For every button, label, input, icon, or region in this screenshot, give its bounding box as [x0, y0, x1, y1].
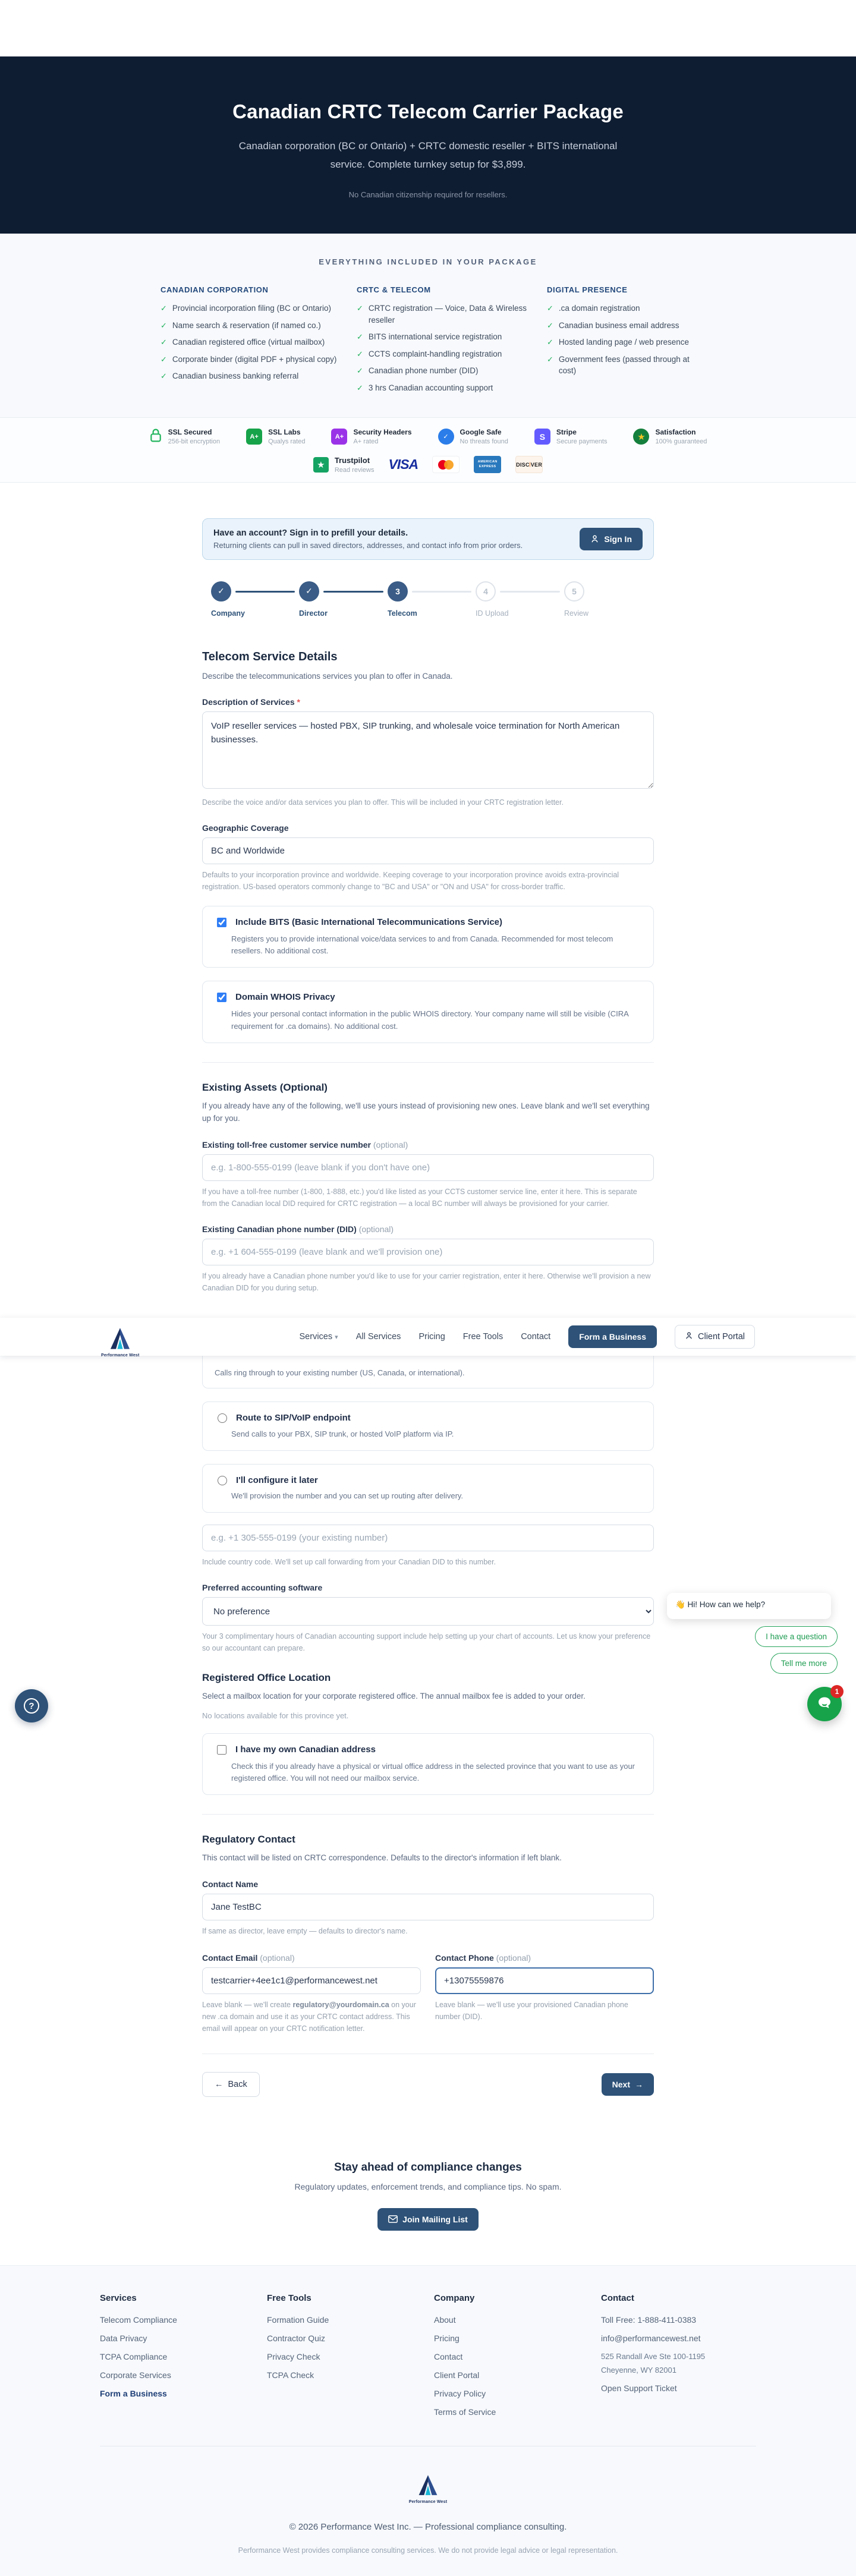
footer-link[interactable]: Corporate Services	[100, 2370, 171, 2380]
signin-title: Have an account? Sign in to prefill your details.	[213, 528, 408, 538]
next-button[interactable]: Next →	[602, 2073, 654, 2096]
included-column-telecom	[357, 285, 535, 399]
included-column-digital	[547, 285, 696, 399]
did-input[interactable]	[202, 1239, 654, 1265]
check-icon: ✓	[357, 349, 363, 358]
contact-name-help: If same as director, leave empty — defaults to director's name.	[202, 1926, 408, 1935]
visa-logo: VISA	[388, 456, 418, 473]
coverage-input[interactable]	[202, 837, 654, 864]
step-company-circle[interactable]: ✓	[211, 581, 231, 602]
signin-subtitle: Returning clients can pull in saved directors, addresses, and contact info from prior orders.	[213, 540, 523, 550]
step-label-idupload: ID Upload	[476, 609, 509, 618]
performance-west-logo-icon	[106, 1328, 134, 1353]
whois-checkbox[interactable]	[217, 993, 226, 1002]
section-heading-regulatory: Regulatory Contact	[202, 1834, 295, 1846]
footer-address-line2: Cheyenne, WY 82001	[601, 2365, 676, 2375]
site-footer	[0, 2265, 856, 2576]
tollfree-help: If you have a toll-free number (1-800, 1-888, etc.) you'd like listed as your CCTS customer service line, enter it here. This is separate from the Canadian local DID required for CRTC registration — a local BC number will always be provisioned for your carrier.	[202, 1187, 637, 1208]
bits-description: Registers you to provide international voice/data services to and from Canada. Recommended for most telecom resellers. No additional cost.	[231, 934, 613, 956]
accounting-select[interactable]	[202, 1597, 654, 1626]
step-label-telecom: Telecom	[388, 609, 417, 618]
divider	[202, 1062, 654, 1063]
footer-link[interactable]: Terms of Service	[434, 2407, 496, 2417]
star-icon: ★	[633, 429, 649, 445]
whois-description: Hides your personal contact information in the public WHOIS directory. Your company name will still be visible (CIRA requirement for .ca domains). No additional cost.	[231, 1009, 629, 1031]
list-item: ✓ Canadian business email address	[547, 320, 696, 332]
bits-label: Include BITS (Basic International Telecommunications Service)	[235, 917, 503, 928]
footer-link-form-a-business[interactable]: Form a Business	[100, 2388, 167, 2398]
footer-link[interactable]: Contractor Quiz	[267, 2333, 326, 2343]
step-connector	[323, 591, 383, 593]
list-item: ✓ Canadian business banking referral	[160, 370, 345, 382]
footer-copyright: © 2026 Performance West Inc. — Professional compliance consulting.	[289, 2521, 567, 2532]
step-connector	[235, 591, 295, 593]
arrow-left-icon: ←	[215, 2079, 224, 2089]
trustpilot-badge[interactable]: ★ Trustpilot Read reviews	[313, 456, 374, 474]
step-telecom-circle: 3	[388, 581, 408, 602]
configure-later-option-card	[202, 1464, 654, 1513]
site-navbar	[0, 1318, 856, 1356]
section-heading-office: Registered Office Location	[202, 1672, 331, 1684]
check-icon: ✓	[547, 338, 553, 347]
chevron-down-icon: ▾	[335, 1333, 338, 1341]
list-item: ✓ Canadian phone number (DID)	[357, 365, 535, 377]
amex-logo: AMERICAN EXPRESS	[474, 456, 501, 473]
check-icon: ✓	[547, 354, 553, 364]
included-column-corporation	[160, 285, 345, 399]
configure-later-radio[interactable]	[218, 1476, 227, 1485]
list-item: ✓ CRTC registration — Voice, Data & Wireless reseller	[357, 303, 535, 326]
contact-name-input[interactable]	[202, 1894, 654, 1920]
step-label-company: Company	[211, 609, 245, 618]
brand-name: Performance West	[101, 1353, 140, 1358]
footer-link[interactable]: TCPA Check	[267, 2370, 314, 2380]
footer-link[interactable]: Contact	[434, 2351, 463, 2361]
trust-badge-ssl: SSL Secured 256-bit encryption	[149, 427, 220, 446]
footer-link[interactable]: Client Portal	[434, 2370, 480, 2380]
chat-quick-reply-tellmore[interactable]: Tell me more	[770, 1653, 838, 1674]
tollfree-label: Existing toll-free customer service number (optional)	[202, 1139, 408, 1150]
step-review-circle: 5	[564, 581, 584, 602]
check-icon: ✓	[357, 383, 363, 392]
contact-phone-help: Leave blank — we'll use your provisioned Canadian phone number (DID).	[435, 2000, 628, 2021]
own-address-option-card	[202, 1733, 654, 1795]
description-textarea[interactable]	[202, 711, 654, 789]
discover-logo: DISC VER	[515, 456, 543, 473]
list-item: ✓ .ca domain registration	[547, 303, 696, 314]
section-heading-assets: Existing Assets (Optional)	[202, 1081, 328, 1093]
top-spacer	[0, 0, 856, 56]
did-help: If you already have a Canadian phone number you'd like to use for your carrier registration, enter it here. Otherwise we'll provision a new Canadian DID for you during setup.	[202, 1271, 651, 1292]
accounting-label: Preferred accounting software	[202, 1583, 323, 1593]
section-heading-telecom: Telecom Service Details	[202, 650, 338, 663]
check-icon: ✓	[160, 371, 167, 381]
list-item: ✓ BITS international service registration	[357, 331, 535, 343]
list-item: ✓ Hosted landing page / web presence	[547, 336, 696, 348]
person-icon	[685, 1331, 693, 1342]
help-fab-button[interactable]	[15, 1689, 48, 1722]
trustpilot-star-icon: ★	[313, 457, 329, 473]
chat-greeting-bubble: 👋 Hi! How can we help?	[667, 1593, 831, 1619]
office-subheading: Select a mailbox location for your corporate registered office. The annual mailbox fee is added to your order.	[202, 1692, 586, 1701]
mastercard-logo	[432, 456, 460, 473]
nav-free-tools[interactable]: Free Tools	[462, 1331, 503, 1341]
grade-icon: A+	[246, 429, 262, 445]
person-icon	[590, 534, 599, 543]
list-item: ✓ 3 hrs Canadian accounting support	[357, 382, 535, 394]
coverage-label: Geographic Coverage	[202, 823, 289, 833]
progress-stepper	[202, 581, 654, 624]
list-item: ✓ Provincial incorporation filing (BC or Ontario)	[160, 303, 345, 314]
bits-option-card	[202, 906, 654, 968]
forward-number-input[interactable]	[202, 1525, 654, 1551]
list-item: ✓ Corporate binder (digital PDF + physical copy)	[160, 354, 345, 366]
check-icon: ✓	[160, 338, 167, 347]
footer-column-free-tools: Free Tools Formation Guide Contractor Quiz Privacy Check TCPA Check	[267, 2293, 422, 2426]
regulatory-subheading: This contact will be listed on CRTC correspondence. Defaults to the director's information if left blank.	[202, 1853, 562, 1863]
chat-bubble-icon	[816, 1694, 833, 1715]
footer-brand-name: Performance West	[408, 2499, 448, 2504]
check-circle-icon: ✓	[438, 429, 454, 445]
included-section	[0, 234, 856, 417]
list-item: ✓ Name search & reservation (if named co.)	[160, 320, 345, 332]
whois-label: Domain WHOIS Privacy	[235, 992, 335, 1003]
trust-badge-headers: A+ Security Headers A+ rated	[331, 428, 411, 445]
description-help: Describe the voice and/or data services you plan to offer. This will be included in your CRTC registration letter.	[202, 798, 564, 807]
list-item: ✓ Canadian registered office (virtual mailbox)	[160, 336, 345, 348]
footer-logo	[0, 2475, 856, 2504]
check-icon: ✓	[357, 332, 363, 342]
step-label-review: Review	[564, 609, 588, 618]
list-item: ✓ CCTS complaint-handling registration	[357, 348, 535, 360]
footer-link[interactable]: Privacy Check	[267, 2351, 320, 2361]
trust-band	[0, 417, 856, 483]
sip-option-card	[202, 1402, 654, 1451]
list-item: ✓ Government fees (passed through at cost)	[547, 354, 696, 377]
configure-later-label: I'll configure it later	[236, 1475, 318, 1485]
hero-section	[0, 56, 856, 234]
assets-subheading: If you already have any of the following, we'll use yours instead of provisioning new ones. Leave blank and we'll set everything up for you.	[202, 1101, 650, 1123]
forward-number-help: Include country code. We'll set up call forwarding from your Canadian DID to this number.	[202, 1558, 496, 1567]
client-portal-button[interactable]: Client Portal	[675, 1325, 755, 1349]
mail-icon	[388, 2215, 398, 2223]
check-icon: ✓	[160, 320, 167, 330]
footer-link[interactable]: TCPA Compliance	[100, 2351, 168, 2361]
chat-quick-reply-question[interactable]: I have a question	[755, 1626, 838, 1647]
step-label-director: Director	[299, 609, 328, 618]
lock-icon	[149, 427, 162, 446]
forward-description: Calls ring through to your existing number (US, Canada, or international).	[215, 1368, 465, 1377]
footer-link[interactable]: Formation Guide	[267, 2314, 329, 2325]
trust-badge-ssllabs: A+ SSL Labs Qualys rated	[246, 428, 305, 445]
check-icon: ✓	[357, 304, 363, 313]
column-title: CANADIAN CORPORATION	[160, 285, 269, 295]
contact-email-help: Leave blank — we'll create regulatory@yourdomain.ca on your new .ca domain and use it as your CRTC contact address. This email will appear on your CRTC notification letter.	[202, 2000, 416, 2033]
check-icon: ✓	[160, 354, 167, 364]
form-a-business-button[interactable]: Form a Business	[568, 1325, 657, 1348]
footer-link[interactable]: Pricing	[434, 2333, 460, 2343]
nav-all-services[interactable]: All Services	[355, 1331, 401, 1341]
nav-services-dropdown[interactable]: Services ▾	[299, 1331, 338, 1341]
configure-later-description: We'll provision the number and you can set up routing after delivery.	[231, 1491, 464, 1501]
did-label: Existing Canadian phone number (DID) (optional)	[202, 1224, 394, 1234]
own-address-description: Check this if you already have a physical or virtual office address in the selected province that you want to use as your registered office. You will not need our mailbox service.	[231, 1761, 635, 1783]
check-icon: ✓	[357, 366, 363, 376]
contact-email-label: Contact Email (optional)	[202, 1953, 295, 1963]
contact-name-label: Contact Name	[202, 1879, 259, 1889]
chat-unread-badge: 1	[830, 1685, 844, 1698]
sign-in-button[interactable]: Sign In	[580, 528, 643, 550]
signin-banner	[202, 518, 654, 560]
column-title: CRTC & TELECOM	[357, 285, 431, 295]
brand-logo[interactable]	[101, 1328, 140, 1358]
back-button[interactable]: ← Back	[202, 2072, 260, 2097]
sip-label: Route to SIP/VoIP endpoint	[236, 1413, 351, 1424]
footer-link[interactable]: Privacy Policy	[434, 2388, 486, 2398]
hero-note: No Canadian citizenship required for resellers.	[348, 190, 508, 200]
hero-subtitle: Canadian corporation (BC or Ontario) + CRTC domestic reseller + BITS international service. Complete turnkey setup for $3,899.	[238, 140, 618, 170]
chat-launcher-button[interactable]	[807, 1687, 842, 1721]
sip-description: Send calls to your PBX, SIP trunk, or hosted VoIP platform via IP.	[231, 1429, 454, 1438]
newsletter-subheading: Regulatory updates, enforcement trends, and compliance tips. No spam.	[294, 2181, 562, 2191]
nav-contact[interactable]: Contact	[521, 1331, 551, 1341]
footer-phone[interactable]: Toll Free: 1-888-411-0383	[601, 2314, 697, 2325]
trust-badge-google: ✓ Google Safe No threats found	[438, 428, 508, 445]
check-icon: ✓	[547, 320, 553, 330]
footer-support-ticket[interactable]: Open Support Ticket	[601, 2383, 677, 2393]
bits-checkbox[interactable]	[217, 918, 226, 927]
check-icon: ✓	[160, 304, 167, 313]
performance-west-logo-icon	[415, 2475, 441, 2499]
stripe-icon: S	[534, 429, 550, 445]
divider	[202, 1814, 654, 1815]
required-asterisk: *	[297, 697, 300, 707]
description-label: Description of Services *	[202, 697, 300, 707]
section-subheading: Describe the telecommunications services you plan to offer in Canada.	[202, 671, 453, 681]
footer-column-company: Company About Pricing Contact Client Portal Privacy Policy Terms of Service	[434, 2293, 589, 2426]
nav-pricing[interactable]: Pricing	[418, 1331, 445, 1341]
question-icon: ?	[24, 1698, 39, 1714]
own-address-label: I have my own Canadian address	[235, 1744, 376, 1755]
footer-column-contact: Contact Toll Free: 1-888-411-0383 info@performancewest.net 525 Randall Ave Ste 100-1195 Cheyenne, WY 82001 Open Support Ticket	[601, 2293, 756, 2426]
coverage-help: Defaults to your incorporation province and worldwide. Keeping coverage to your incorporation province avoids extra-provincial registration. US-based operators commonly change to "BC and USA" or "ON and USA" for cross-border traffic.	[202, 871, 619, 892]
footer-link[interactable]: Data Privacy	[100, 2333, 147, 2343]
footer-link[interactable]: Telecom Compliance	[100, 2314, 177, 2325]
office-empty-note: No locations available for this province yet.	[202, 1711, 349, 1720]
grade-icon: A+	[331, 429, 347, 445]
step-director-circle[interactable]: ✓	[299, 581, 319, 602]
sip-radio[interactable]	[218, 1413, 227, 1423]
newsletter-heading: Stay ahead of compliance changes	[334, 2161, 522, 2174]
own-address-checkbox[interactable]	[217, 1745, 226, 1755]
footer-disclaimer: Performance West provides compliance consulting services. We do not provide legal advice or legal representation.	[238, 2546, 618, 2555]
arrow-right-icon: →	[635, 2079, 643, 2089]
included-heading: EVERYTHING INCLUDED IN YOUR PACKAGE	[319, 257, 537, 267]
trust-badge-satisfaction: ★ Satisfaction 100% guaranteed	[633, 428, 707, 445]
footer-address-line1: 525 Randall Ave Ste 100-1195	[601, 2351, 706, 2361]
contact-email-input[interactable]	[202, 1967, 421, 1994]
footer-email[interactable]: info@performancewest.net	[601, 2333, 701, 2343]
whois-option-card	[202, 981, 654, 1043]
contact-phone-label: Contact Phone (optional)	[435, 1953, 531, 1963]
column-title: DIGITAL PRESENCE	[547, 285, 628, 295]
step-idupload-circle: 4	[476, 581, 496, 602]
step-connector	[412, 591, 471, 593]
page-title: Canadian CRTC Telecom Carrier Package	[232, 100, 624, 122]
newsletter-section	[0, 2130, 856, 2265]
join-mailing-list-button[interactable]: Join Mailing List	[377, 2208, 479, 2231]
tollfree-input[interactable]	[202, 1154, 654, 1181]
accounting-help: Your 3 complimentary hours of Canadian accounting support include help setting up your chart of accounts. Let us know your preference so our accountant can prepare.	[202, 1632, 651, 1653]
contact-phone-input[interactable]	[435, 1967, 654, 1994]
check-icon: ✓	[547, 304, 553, 313]
footer-link[interactable]: About	[434, 2314, 456, 2325]
trust-badge-stripe: S Stripe Secure payments	[534, 428, 608, 445]
footer-column-services: Services Telecom Compliance Data Privacy TCPA Compliance Corporate Services Form a Business	[100, 2293, 255, 2426]
step-connector	[500, 591, 560, 593]
